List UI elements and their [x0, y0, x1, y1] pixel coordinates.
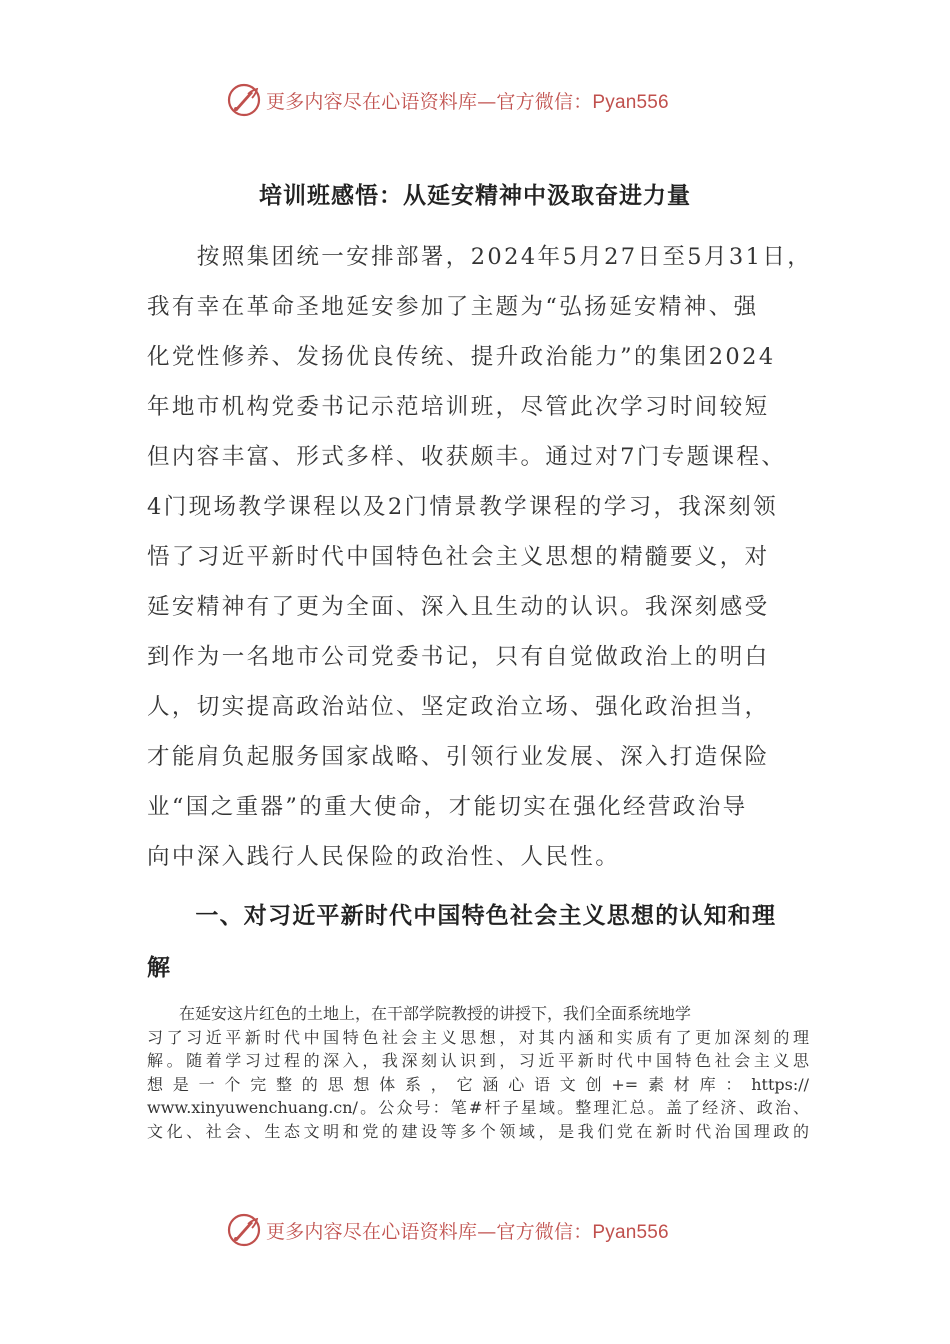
banner-content: [226, 1210, 669, 1250]
paragraph-line: 文化、社会、生态文明和党的建设等多个领域，是我们党在新时代治国理政的: [147, 1121, 809, 1141]
paragraph-line: 年地市机构党委书记示范培训班，尽管此次学习时间较短: [147, 394, 770, 420]
banner-account: Pyan556: [592, 1221, 669, 1243]
banner-text: [266, 1217, 669, 1244]
heading-line: 解: [147, 955, 172, 981]
paragraph-line: www.xinyuwenchuang.cn/。公众号：笔#杆子星域。整理汇总。盖了经济、政治、: [147, 1098, 809, 1117]
banner-slogan: 更多内容尽在心语资料库: [266, 1220, 478, 1243]
section-heading: [147, 890, 817, 994]
banner-separator: —: [477, 1220, 497, 1243]
document-title: 培训班感悟：从延安精神中汲取奋进力量: [259, 183, 691, 209]
quill-pen-logo-icon: [226, 1212, 262, 1248]
banner-account: Pyan556: [592, 91, 669, 113]
paragraph-line: 人，切实提高政治站位、坚定政治立场、强化政治担当，: [147, 694, 770, 720]
intro-paragraph: [147, 232, 813, 882]
paragraph-line: 习了习近平新时代中国特色社会主义思想，对其内涵和实质有了更加深刻的理: [147, 1027, 809, 1047]
paragraph-line: 在延安这片红色的土地上，在干部学院教授的讲授下，我们全面系统地学: [147, 1004, 692, 1023]
paragraph-line: 但内容丰富、形式多样、收获颇丰。通过对7门专题课程、: [147, 444, 787, 470]
banner-text: [266, 87, 669, 114]
paragraph-line: 4门现场教学课程以及2门情景教学课程的学习，我深刻领: [147, 494, 779, 520]
paragraph-line: 到作为一名地市公司党委书记，只有自觉做政治上的明白: [147, 644, 770, 670]
paragraph-line: 业“国之重器”的重大使命，才能切实在强化经营政治导: [147, 794, 748, 820]
quill-pen-logo-icon: [226, 82, 262, 118]
paragraph-line: 解。随着学习过程的深入，我深刻认识到，习近平新时代中国特色社会主义思: [147, 1051, 809, 1070]
banner-content: [226, 80, 669, 120]
top-banner: [0, 80, 950, 120]
paragraph-line: 延安精神有了更为全面、深入且生动的认识。我深刻感受: [147, 594, 770, 620]
paragraph-line: 想是一个完整的思想体系，它涵心语文创+=素材库：https://: [147, 1074, 809, 1094]
banner-slogan: 更多内容尽在心语资料库: [266, 90, 478, 113]
section-paragraph: [147, 1002, 809, 1143]
paragraph-line: 才能肩负起服务国家战略、引领行业发展、深入打造保险: [147, 744, 770, 770]
banner-separator: —: [477, 90, 497, 113]
banner-wechat-label: 官方微信：: [496, 1220, 593, 1243]
paragraph-line: 我有幸在革命圣地延安参加了主题为“弘扬延安精神、强: [147, 294, 759, 320]
paragraph-line: 化党性修养、发扬优良传统、提升政治能力”的集团2024: [147, 344, 776, 370]
paragraph-line: 向中深入践行人民保险的政治性、人民性。: [147, 844, 621, 870]
banner-wechat-label: 官方微信：: [496, 90, 593, 113]
heading-line: 一、对习近平新时代中国特色社会主义思想的认知和理: [147, 903, 777, 929]
paragraph-line: 按照集团统一安排部署，2024年5月27日至5月31日，: [147, 244, 813, 270]
bottom-banner: [0, 1210, 950, 1250]
paragraph-line: 悟了习近平新时代中国特色社会主义思想的精髓要义，对: [147, 544, 770, 570]
